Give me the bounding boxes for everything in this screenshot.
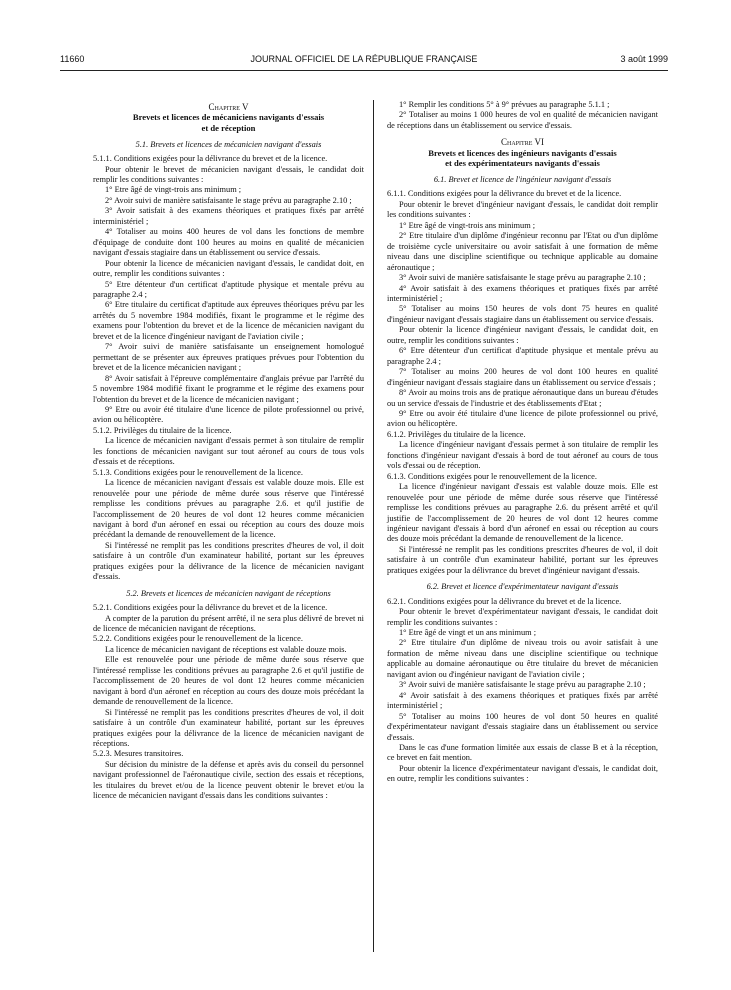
page-number: 11660 — [60, 54, 85, 64]
condition-item: 5° Totaliser au moins 150 heures de vols dont 75 heures en qualité d'ingénieur navigant d'essais stagiaire dans un établissement ou service d'essais. — [387, 304, 658, 324]
paragraph-heading: 6.1.2. Privilèges du titulaire de la licence. — [387, 429, 526, 439]
condition-item: 9° Etre ou avoir été titulaire d'une licence de pilote professionnel ou privé, avion ou hélicoptère. — [387, 408, 658, 429]
condition-item: 1° Etre âgé de vingt-trois ans minimum ; — [399, 220, 536, 230]
condition-item: 4° Avoir satisfait à des examens théoriques et pratiques fixés par arrêté interministériel ; — [387, 690, 658, 711]
paragraph: Sur décision du ministre de la défense et après avis du conseil du personnel navigant professionnel de l'aéronautique civile, section des essais et réceptions, les titulaires du brevet et/ou de la licence peuvent obtenir le brevet et/ou la licence de mécanicien navigant d'essais dans les conditions suivantes : — [93, 759, 364, 801]
condition-item: 1° Etre âgé de vingt et un ans minimum ; — [399, 628, 537, 638]
issue-date: 3 août 1999 — [620, 54, 668, 64]
paragraph-heading: 5.1.1. Conditions exigées pour la délivrance du brevet et de la licence. — [93, 154, 328, 164]
condition-item: 6° Etre titulaire du certificat d'aptitude aux épreuves théoriques prévu par les arrêtés du 5 novembre 1984 modifiés, fixant le programme et le régime des examens pour l'obtention du brevet et de la licence de mécanicien navigant du brevet et de la licence d'ingénieur navigant de l'aviation civile ; — [93, 300, 364, 341]
page-header — [60, 54, 668, 66]
paragraph-heading: 6.2.1. Conditions exigées pour la délivrance du brevet et de la licence. — [387, 596, 622, 606]
chapter-label: Chapitre V — [208, 102, 249, 112]
paragraph: A compter de la parution du présent arrêté, il ne sera plus délivré de brevet ni de licence de mécanicien navigant de réceptions. — [93, 613, 364, 634]
header-rule — [60, 70, 668, 71]
condition-item: 1° Etre âgé de vingt-trois ans minimum ; — [105, 185, 242, 195]
condition-item: 4° Totaliser au moins 400 heures de vol dans les fonctions de membre d'équipage de conduite dont 100 heures au moins en qualité de mécanicien navigant d'essais stagiaire dans un établissement ou service d'essais. — [93, 227, 364, 258]
section-heading: 6.2. Brevet et licence d'expérimentateur navigant d'essais — [426, 582, 619, 592]
paragraph: Pour obtenir le brevet de mécanicien navigant d'essais, le candidat doit remplir les conditions suivantes : — [93, 164, 364, 184]
paragraph-heading: 5.1.2. Privilèges du titulaire de la licence. — [93, 425, 232, 435]
paragraph-heading: 5.1.3. Conditions exigées pour le renouvellement de la licence. — [93, 467, 303, 477]
paragraph: Pour obtenir la licence d'ingénieur navigant d'essais, le candidat doit, en outre, remplir les conditions suivantes : — [387, 325, 658, 345]
condition-item: 9° Etre ou avoir été titulaire d'une licence de pilote professionnel ou privé, avion ou hélicoptère. — [93, 404, 364, 425]
condition-item: 6° Etre détenteur d'un certificat d'aptitude physique et mentale prévu au paragraphe 2.4 ; — [387, 346, 658, 366]
paragraph: Pour obtenir le brevet d'expérimentateur navigant d'essais, le candidat doit remplir les conditions suivantes : — [387, 607, 658, 627]
paragraph: Si l'intéressé ne remplit pas les conditions prescrites d'heures de vol, il doit satisfaire à un contrôle d'un examinateur habilité, portant sur les épreuves pratiques exigées pour la délivrance de la licence de mécanicien navigant de réceptions. — [93, 707, 364, 749]
section-heading: 6.1. Brevet et licence de l'ingénieur navigant d'essais — [433, 175, 612, 184]
paragraph: La licence d'ingénieur navigant d'essais permet à son titulaire de remplir les fonctions d'ingénieur navigant d'essais à bord de tout aéronef au cours de tous vols d'essai ou de réception. — [387, 440, 658, 471]
chapter-title: Brevets et licences des ingénieurs navigants d'essais et des expérimentateurs navigants d'essais — [428, 147, 617, 169]
paragraph-heading: 6.1.1. Conditions exigées pour la délivrance du brevet et de la licence. — [387, 189, 622, 199]
paragraph: La licence de mécanicien navigant d'essais permet à son titulaire de remplir les fonctions de mécanicien navigant sur tout aéronef au cours de tous vols d'essais et de réceptions. — [93, 436, 364, 467]
condition-item: 7° Totaliser au moins 200 heures de vol dont 100 heures en qualité d'ingénieur navigant d'essais stagiaire dans un établissement ou service d'essais ; — [387, 367, 658, 387]
condition-item: 7° Avoir suivi de manière satisfaisante un enseignement homologué permettant de se présenter aux épreuves pratiques prévues pour l'obtention du brevet et de la licence mécanicien navigant ; — [93, 342, 364, 373]
right-column — [387, 100, 658, 785]
paragraph: Si l'intéressé ne remplit pas les conditions prescrites d'heures de vol, il doit satisfaire à un contrôle d'un examinateur habilité, portant sur les épreuves pratiques exigées pour la délivrance du brevet d'ingénieur navigant d'essais. — [387, 544, 658, 575]
column-divider — [373, 100, 374, 952]
condition-item: 1° Remplir les conditions 5° à 9° prévues au paragraphe 5.1.1 ; — [399, 100, 610, 109]
condition-item: 4° Avoir satisfait à des examens théoriques et pratiques fixés par arrêté interministériel ; — [387, 283, 658, 303]
paragraph: Pour obtenir la licence de mécanicien navigant d'essais, le candidat doit, en outre, remplir les conditions suivantes : — [93, 258, 364, 279]
paragraph: Pour obtenir la licence d'expérimentateur navigant d'essais, le candidat doit, en outre, remplir les conditions suivantes : — [387, 763, 658, 784]
condition-item: 2° Etre titulaire d'un diplôme de niveau trois ou avoir satisfait à une formation de même niveau dans une discipline scientifique ou technique applicable au domaine aéronautique ou être titulaire du brevet de mécanicien navigant avion ou d'ingénieur navigant de l'aviation civile ; — [387, 638, 658, 679]
condition-item: 2° Etre titulaire d'un diplôme d'ingénieur reconnu par l'Etat ou d'un diplôme de troisième cycle universitaire ou avoir satisfait à une formation de même niveau dans une discipline scientifique ou technique applicable au domaine aéronautique ; — [387, 231, 658, 272]
condition-item: 5° Etre détenteur d'un certificat d'aptitude physique et mentale prévu au paragraphe 2.4 ; — [93, 279, 364, 299]
section-heading: 5.2. Brevets et licences de mécanicien navigant de réceptions — [126, 588, 331, 598]
paragraph: La licence de mécanicien navigant d'essais est valable douze mois. Elle est renouvelée pour une période de même durée sous réserve que l'intéressé remplisse les conditions prévues au paragraphe 2.6. et qu'il justifie de l'accomplissement de 20 heures de vol dont 12 heures comme mécanicien navigant à bord d'un aéronef en essai ou réception au cours des douze mois précédant la demande de renouvellement de la licence. — [93, 478, 364, 540]
chapter-title: Brevets et licences de mécaniciens navigants d'essais et de réception — [132, 112, 325, 134]
condition-item: 8° Avoir satisfait à l'épreuve complémentaire d'anglais prévue par l'arrêté du 5 novembre 1984 modifié fixant le programme et le régime des examens pour l'obtention du brevet et de la licence de mécanicien navigant ; — [93, 373, 364, 404]
condition-item: 8° Avoir au moins trois ans de pratique aéronautique dans un bureau d'études ou un service d'essais de l'industrie et des établissements d'Etat ; — [387, 388, 658, 408]
paragraph-heading: 5.2.1. Conditions exigées pour la délivrance du brevet et de la licence. — [93, 603, 328, 613]
paragraph-heading: 6.1.3. Conditions exigées pour le renouvellement de la licence. — [387, 471, 597, 481]
left-column — [93, 100, 364, 802]
section-heading: 5.1. Brevets et licences de mécanicien navigant d'essais — [135, 139, 322, 149]
paragraph: La licence de mécanicien navigant de réceptions est valable douze mois. — [105, 644, 347, 654]
condition-item: 5° Totaliser au moins 100 heures de vol dont 50 heures en qualité d'expérimentateur navigant d'essais stagiaire dans un établissement ou service d'essais. — [387, 711, 658, 742]
paragraph: Pour obtenir le brevet d'ingénieur navigant d'essais, le candidat doit remplir les conditions suivantes : — [387, 199, 658, 220]
paragraph: Si l'intéressé ne remplit pas les conditions prescrites d'heures de vol, il doit satisfaire à un contrôle d'un examinateur habilité, portant sur les épreuves pratiques exigées pour la délivrance de la licence de mécanicien navigant d'essais. — [93, 540, 364, 582]
condition-item: 3° Avoir satisfait à des examens théoriques et pratiques fixés par arrêté interministériel ; — [93, 206, 364, 226]
chapter-label: Chapitre VI — [501, 137, 544, 148]
paragraph: Elle est renouvelée pour une période de même durée sous réserve que l'intéressé remplisse les conditions prévues au paragraphe 2.6 et qu'il justifie de l'accomplissement de 20 heures de vol dont 12 heures comme mécanicien navigant à bord d'un aéronef en réception au cours des douze mois précédant la demande de renouvellement de la licence. — [93, 655, 364, 707]
paragraph: Dans le cas d'une formation limitée aux essais de classe B et à la réception, ce brevet en fait mention. — [387, 743, 658, 763]
journal-title: JOURNAL OFFICIEL DE LA RÉPUBLIQUE FRANÇAISE — [250, 54, 478, 64]
condition-item: 2° Totaliser au moins 1 000 heures de vol en qualité de mécanicien navigant de réceptions dans un établissement ou service d'essais. — [387, 110, 658, 130]
condition-item: 2° Avoir suivi de manière satisfaisante le stage prévu au paragraphe 2.10 ; — [105, 195, 352, 205]
paragraph: La licence d'ingénieur navigant d'essais est valable douze mois. Elle est renouvelée pour une période de même durée sous réserve que l'intéressé remplisse les conditions prévues au paragraphe 2.6. du présent arrêté et qu'il justifie de l'accomplissement de 20 heures de vol dont 12 heures comme ingénieur navigant d'essais à bord d'un aéronef en essai ou réception au cours des douze mois précédant la demande de renouvellement de la licence. — [387, 482, 658, 544]
paragraph-heading: 5.2.3. Mesures transitoires. — [93, 749, 184, 759]
paragraph-heading: 5.2.2. Conditions exigées pour le renouvellement de la licence. — [93, 634, 303, 644]
condition-item: 3° Avoir suivi de manière satisfaisante le stage prévu au paragraphe 2.10 ; — [399, 680, 646, 690]
condition-item: 3° Avoir suivi de manière satisfaisante le stage prévu au paragraphe 2.10 ; — [399, 273, 646, 283]
